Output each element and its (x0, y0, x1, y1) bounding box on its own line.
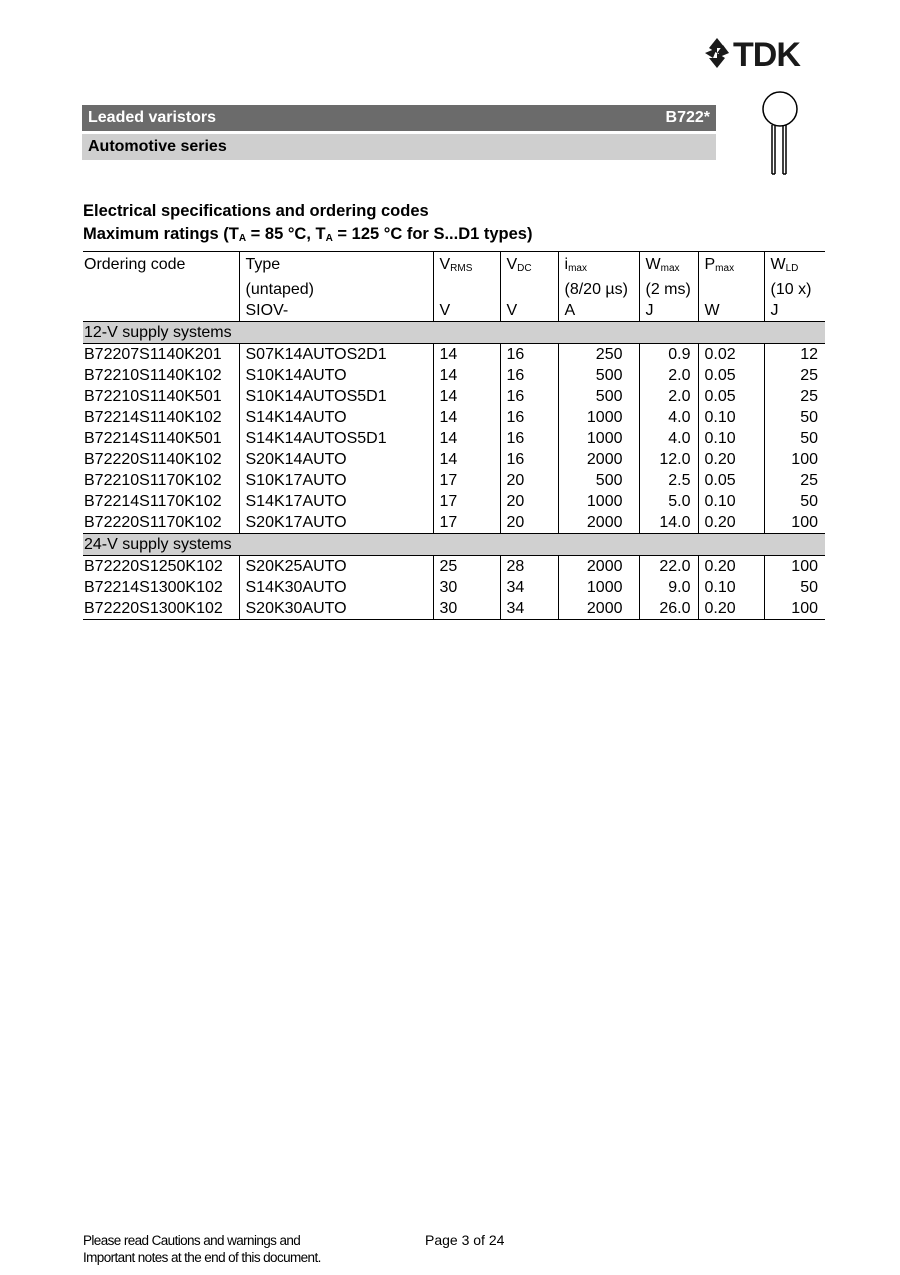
wmax-cell: 14.0 (639, 512, 698, 534)
imax-cell: 1000 (558, 491, 639, 512)
ordering-code-cell: B72220S1170K102 (84, 514, 222, 531)
pmax-cell: 0.20 (698, 598, 764, 620)
table-row (83, 407, 825, 428)
wld-cell: 25 (764, 386, 825, 407)
header-row (83, 252, 825, 280)
imax-cell: 2000 (558, 556, 639, 578)
vrms-cell: 17 (433, 512, 500, 534)
wld-cell: 50 (764, 428, 825, 449)
ordering-code-cell: B72210S1170K102 (84, 472, 222, 489)
pmax-cell: 0.05 (698, 386, 764, 407)
type-cell: S14K17AUTO (239, 491, 433, 512)
group-title: 12-V supply systems (83, 322, 825, 344)
type-cell: S07K14AUTOS2D1 (239, 344, 433, 366)
ordering-code-cell: B72220S1250K102 (84, 558, 223, 575)
col-vrms: $V_{RMS}$ (433, 252, 500, 280)
pmax-cell: 0.20 (698, 556, 764, 578)
heading-line-1: Electrical specifications and ordering codes (83, 202, 429, 220)
pmax-cell: 0.02 (698, 344, 764, 366)
vdc-cell: 34 (500, 598, 558, 620)
vrms-cell: 30 (433, 577, 500, 598)
wld-cell: 25 (764, 470, 825, 491)
tdk-logo-text: TDK (733, 36, 800, 70)
type-cell: S20K17AUTO (239, 512, 433, 534)
section-heading (83, 200, 532, 250)
imax-cell: 500 (558, 365, 639, 386)
type-cell: S14K14AUTO (239, 407, 433, 428)
table-row (83, 344, 825, 366)
page-number: Page 3 of 24 (425, 1232, 505, 1248)
type-cell: S10K17AUTO (239, 470, 433, 491)
col-pmax: $P_{max}$ (698, 252, 764, 280)
ordering-code-cell: B72210S1140K501 (84, 388, 222, 405)
product-code: B722* (665, 109, 710, 126)
wld-cell: 100 (764, 598, 825, 620)
heading-line-2: Maximum ratings ($T_A = 85$ °C, $T_A = 125$ °C for S...D1 types) (83, 225, 533, 244)
vrms-cell: 25 (433, 556, 500, 578)
vrms-cell: 30 (433, 598, 500, 620)
wld-cell: 100 (764, 556, 825, 578)
vdc-cell: 16 (500, 386, 558, 407)
vrms-cell: 14 (433, 449, 500, 470)
pmax-cell: 0.10 (698, 407, 764, 428)
col-wld-count: (10 x) (764, 279, 825, 300)
col-type: Type (239, 252, 433, 280)
header-row (83, 279, 825, 300)
pmax-cell: 0.10 (698, 577, 764, 598)
imax-cell: 2000 (558, 598, 639, 620)
imax-cell: 1000 (558, 577, 639, 598)
col-wmax-duration: (2 ms) (639, 279, 698, 300)
ordering-code-cell: B72214S1140K501 (84, 430, 222, 447)
table-row (83, 556, 825, 578)
vrms-cell: 14 (433, 365, 500, 386)
wmax-cell: 22.0 (639, 556, 698, 578)
unit-wld: J (764, 300, 825, 322)
table-row (83, 598, 825, 620)
header-band (82, 105, 716, 131)
pmax-cell: 0.10 (698, 491, 764, 512)
vdc-cell: 16 (500, 449, 558, 470)
wmax-cell: 26.0 (639, 598, 698, 620)
wld-cell: 100 (764, 449, 825, 470)
type-cell: S20K14AUTO (239, 449, 433, 470)
unit-pmax: W (698, 300, 764, 322)
imax-cell: 250 (558, 344, 639, 366)
col-type-prefix: SIOV- (239, 300, 433, 322)
wld-cell: 12 (764, 344, 825, 366)
wmax-cell: 4.0 (639, 407, 698, 428)
type-cell: S10K14AUTOS5D1 (239, 386, 433, 407)
ordering-code-cell: B72220S1300K102 (83, 598, 239, 620)
col-imax: $i_{max}$ (558, 252, 639, 280)
imax-cell: 1000 (558, 428, 639, 449)
wmax-cell: 0.9 (639, 344, 698, 366)
wmax-cell: 9.0 (639, 577, 698, 598)
ordering-code-cell: B72210S1140K102 (84, 367, 222, 384)
vrms-cell: 17 (433, 470, 500, 491)
vdc-cell: 16 (500, 344, 558, 366)
table-row (83, 386, 825, 407)
vdc-cell: 16 (500, 365, 558, 386)
vdc-cell: 16 (500, 407, 558, 428)
col-vdc: $V_{DC}$ (500, 252, 558, 280)
ordering-code-cell: B72214S1300K102 (84, 579, 223, 596)
group-header-row (83, 534, 825, 556)
table-row (83, 449, 825, 470)
imax-cell: 500 (558, 470, 639, 491)
unit-vdc: V (500, 300, 558, 322)
unit-row (83, 300, 825, 322)
category-title: Leaded varistors (88, 109, 217, 126)
type-cell: S20K25AUTO (239, 556, 433, 578)
vrms-cell: 17 (433, 491, 500, 512)
imax-cell: 1000 (558, 407, 639, 428)
wld-cell: 50 (764, 491, 825, 512)
vdc-cell: 20 (500, 470, 558, 491)
table-row (83, 365, 825, 386)
col-type-untaped: (untaped) (239, 279, 433, 300)
wld-cell: 50 (764, 407, 825, 428)
footer-note-line-2: Important notes at the end of this document. (83, 1250, 321, 1265)
unit-vrms: V (433, 300, 500, 322)
group-title: 24-V supply systems (83, 534, 825, 556)
col-wld: $W_{LD}$ (764, 252, 825, 280)
wmax-cell: 12.0 (639, 449, 698, 470)
imax-cell: 2000 (558, 449, 639, 470)
vrms-cell: 14 (433, 344, 500, 366)
footer-note-line-1: Please read Cautions and warnings and (83, 1233, 301, 1248)
series-title: Automotive series (88, 138, 227, 155)
pmax-cell: 0.10 (698, 428, 764, 449)
table-row (83, 470, 825, 491)
footer-note (83, 1232, 321, 1266)
wmax-cell: 5.0 (639, 491, 698, 512)
specification-table (83, 251, 825, 620)
table-row (83, 512, 825, 534)
wld-cell: 100 (764, 512, 825, 534)
imax-cell: 2000 (558, 512, 639, 534)
wld-cell: 25 (764, 365, 825, 386)
type-cell: S14K14AUTOS5D1 (239, 428, 433, 449)
table-row (83, 428, 825, 449)
wmax-cell: 4.0 (639, 428, 698, 449)
ordering-code-cell: B72214S1170K102 (84, 493, 222, 510)
wmax-cell: 2.5 (639, 470, 698, 491)
table-row (83, 577, 825, 598)
vdc-cell: 20 (500, 491, 558, 512)
vrms-cell: 14 (433, 428, 500, 449)
pmax-cell: 0.20 (698, 449, 764, 470)
vdc-cell: 34 (500, 577, 558, 598)
vdc-cell: 20 (500, 512, 558, 534)
pmax-cell: 0.05 (698, 470, 764, 491)
group-header-row (83, 322, 825, 344)
series-band (82, 134, 716, 160)
unit-wmax: J (639, 300, 698, 322)
wmax-cell: 2.0 (639, 386, 698, 407)
table-row (83, 491, 825, 512)
varistor-illustration (756, 88, 806, 180)
imax-cell: 500 (558, 386, 639, 407)
vdc-cell: 28 (500, 556, 558, 578)
col-imax-pulse: (8/20 µs) (558, 279, 639, 300)
ordering-code-cell: B72207S1140K201 (84, 346, 222, 363)
col-wmax: $W_{max}$ (639, 252, 698, 280)
ordering-code-cell: B72220S1140K102 (84, 451, 222, 468)
table-body (83, 322, 825, 620)
vdc-cell: 16 (500, 428, 558, 449)
wmax-cell: 2.0 (639, 365, 698, 386)
pmax-cell: 0.20 (698, 512, 764, 534)
type-cell: S20K30AUTO (239, 598, 433, 620)
unit-imax: A (558, 300, 639, 322)
tdk-logo (703, 36, 828, 70)
type-cell: S14K30AUTO (239, 577, 433, 598)
type-cell: S10K14AUTO (239, 365, 433, 386)
pmax-cell: 0.05 (698, 365, 764, 386)
wld-cell: 50 (764, 577, 825, 598)
vrms-cell: 14 (433, 407, 500, 428)
ordering-code-cell: B72214S1140K102 (84, 409, 222, 426)
col-ordering-code: Ordering code (83, 252, 239, 280)
vrms-cell: 14 (433, 386, 500, 407)
